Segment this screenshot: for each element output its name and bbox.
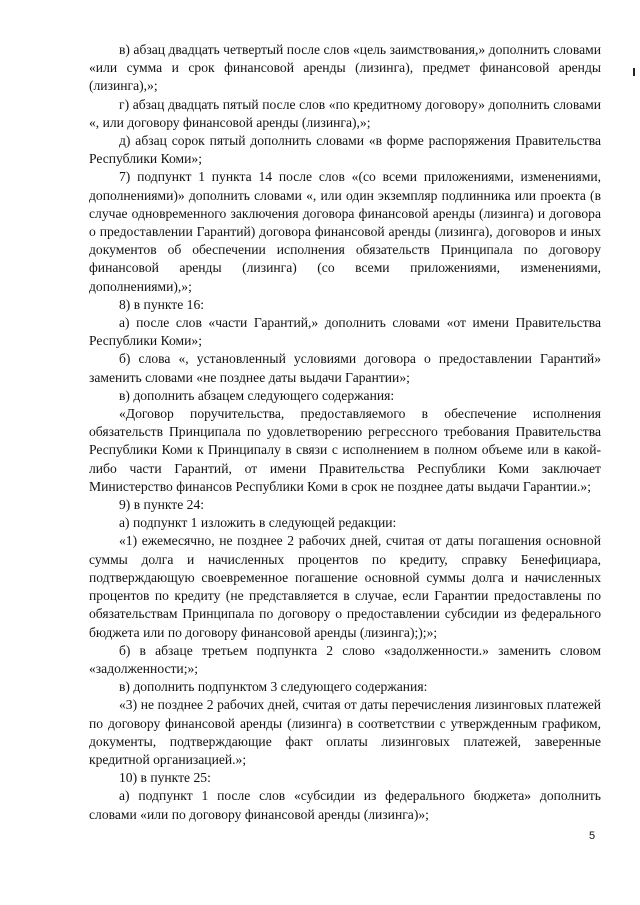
margin-mark <box>633 68 635 76</box>
document-body <box>89 41 601 824</box>
paragraph: 10) в пункте 25: <box>119 770 211 786</box>
paragraph: д) абзац сорок пятый дополнить словами «в форме распоряжения Правительства Республики Коми»; <box>89 133 601 167</box>
paragraph: 7) подпункт 1 пункта 14 после слов «(со всеми приложениями, изменениями, дополнениями)» дополнить словами «, или один экземпляр подлинника или проекта (в случае одновременного заключения договора финансовой аренды (лизинга) и договора о предоставлении Гарантий) договора финансовой аренды (лизинга), договоров и иных документов об обеспечении исполнения обязательств Принципала по договору финансовой аренды (лизинга) (со всеми приложениями, изменениями, дополнениями),»; <box>89 169 601 294</box>
paragraph: 8) в пункте 16: <box>119 296 205 312</box>
paragraph: а) подпункт 1 после слов «субсидии из федерального бюджета» дополнить словами «или по договору финансовой аренды (лизинга)»; <box>89 788 601 822</box>
paragraph: «Договор поручительства, предоставляемого в обеспечение исполнения обязательств Принципала по удовлетворению регрессного требования Правительства Республики Коми к Принципалу в связи с исполнением в полном объеме или в какой-либо части Гарантий, от имени Правительства Республики Коми заключает Министерство финансов Республики Коми в срок не позднее даты выдачи Гарантии.»; <box>89 406 601 494</box>
paragraph: г) абзац двадцать пятый после слов «по кредитному договору» дополнить словами «, или договору финансовой аренды (лизинга),»; <box>89 96 601 130</box>
paragraph: 9) в пункте 24: <box>119 497 205 513</box>
page-number: 5 <box>589 830 596 842</box>
paragraph: а) после слов «части Гарантий,» дополнить словами «от имени Правительства Республики Коми»; <box>89 315 601 349</box>
paragraph: б) в абзаце третьем подпункта 2 слово «задолженности.» заменить словом «задолженности;»; <box>89 642 601 676</box>
paragraph: б) слова «, установленный условиями договора о предоставлении Гарантий» заменить словами «не позднее даты выдачи Гарантии»; <box>89 351 601 385</box>
paragraph: «3) не позднее 2 рабочих дней, считая от даты перечисления лизинговых платежей по договору финансовой аренды (лизинга) в соответствии с утвержденным графиком, документы, подтверждающие факт оплаты лизинговых платежей, заверенные кредитной организацией.»; <box>89 697 601 767</box>
paragraph: в) дополнить абзацем следующего содержания: <box>119 387 395 403</box>
paragraph: в) дополнить подпунктом 3 следующего содержания: <box>119 679 428 695</box>
paragraph: «1) ежемесячно, не позднее 2 рабочих дней, считая от даты погашения основной суммы долга и начисленных процентов по кредиту, справку Бенефициара, подтверждающую своевременное погашение основной суммы долга и начисленных процентов по кредиту (не представляется в случае, если Гарантии предоставлены по обязательствам Принципала по договору о предоставлении субсидии из федерального бюджета или по договору финансовой аренды (лизинга););»; <box>89 533 601 640</box>
paragraph: в) абзац двадцать четвертый после слов «цель заимствования,» дополнить словами «или сумма и срок финансовой аренды (лизинга), предмет финансовой аренды (лизинга),»; <box>89 42 601 94</box>
paragraph: а) подпункт 1 изложить в следующей редакции: <box>119 515 397 531</box>
